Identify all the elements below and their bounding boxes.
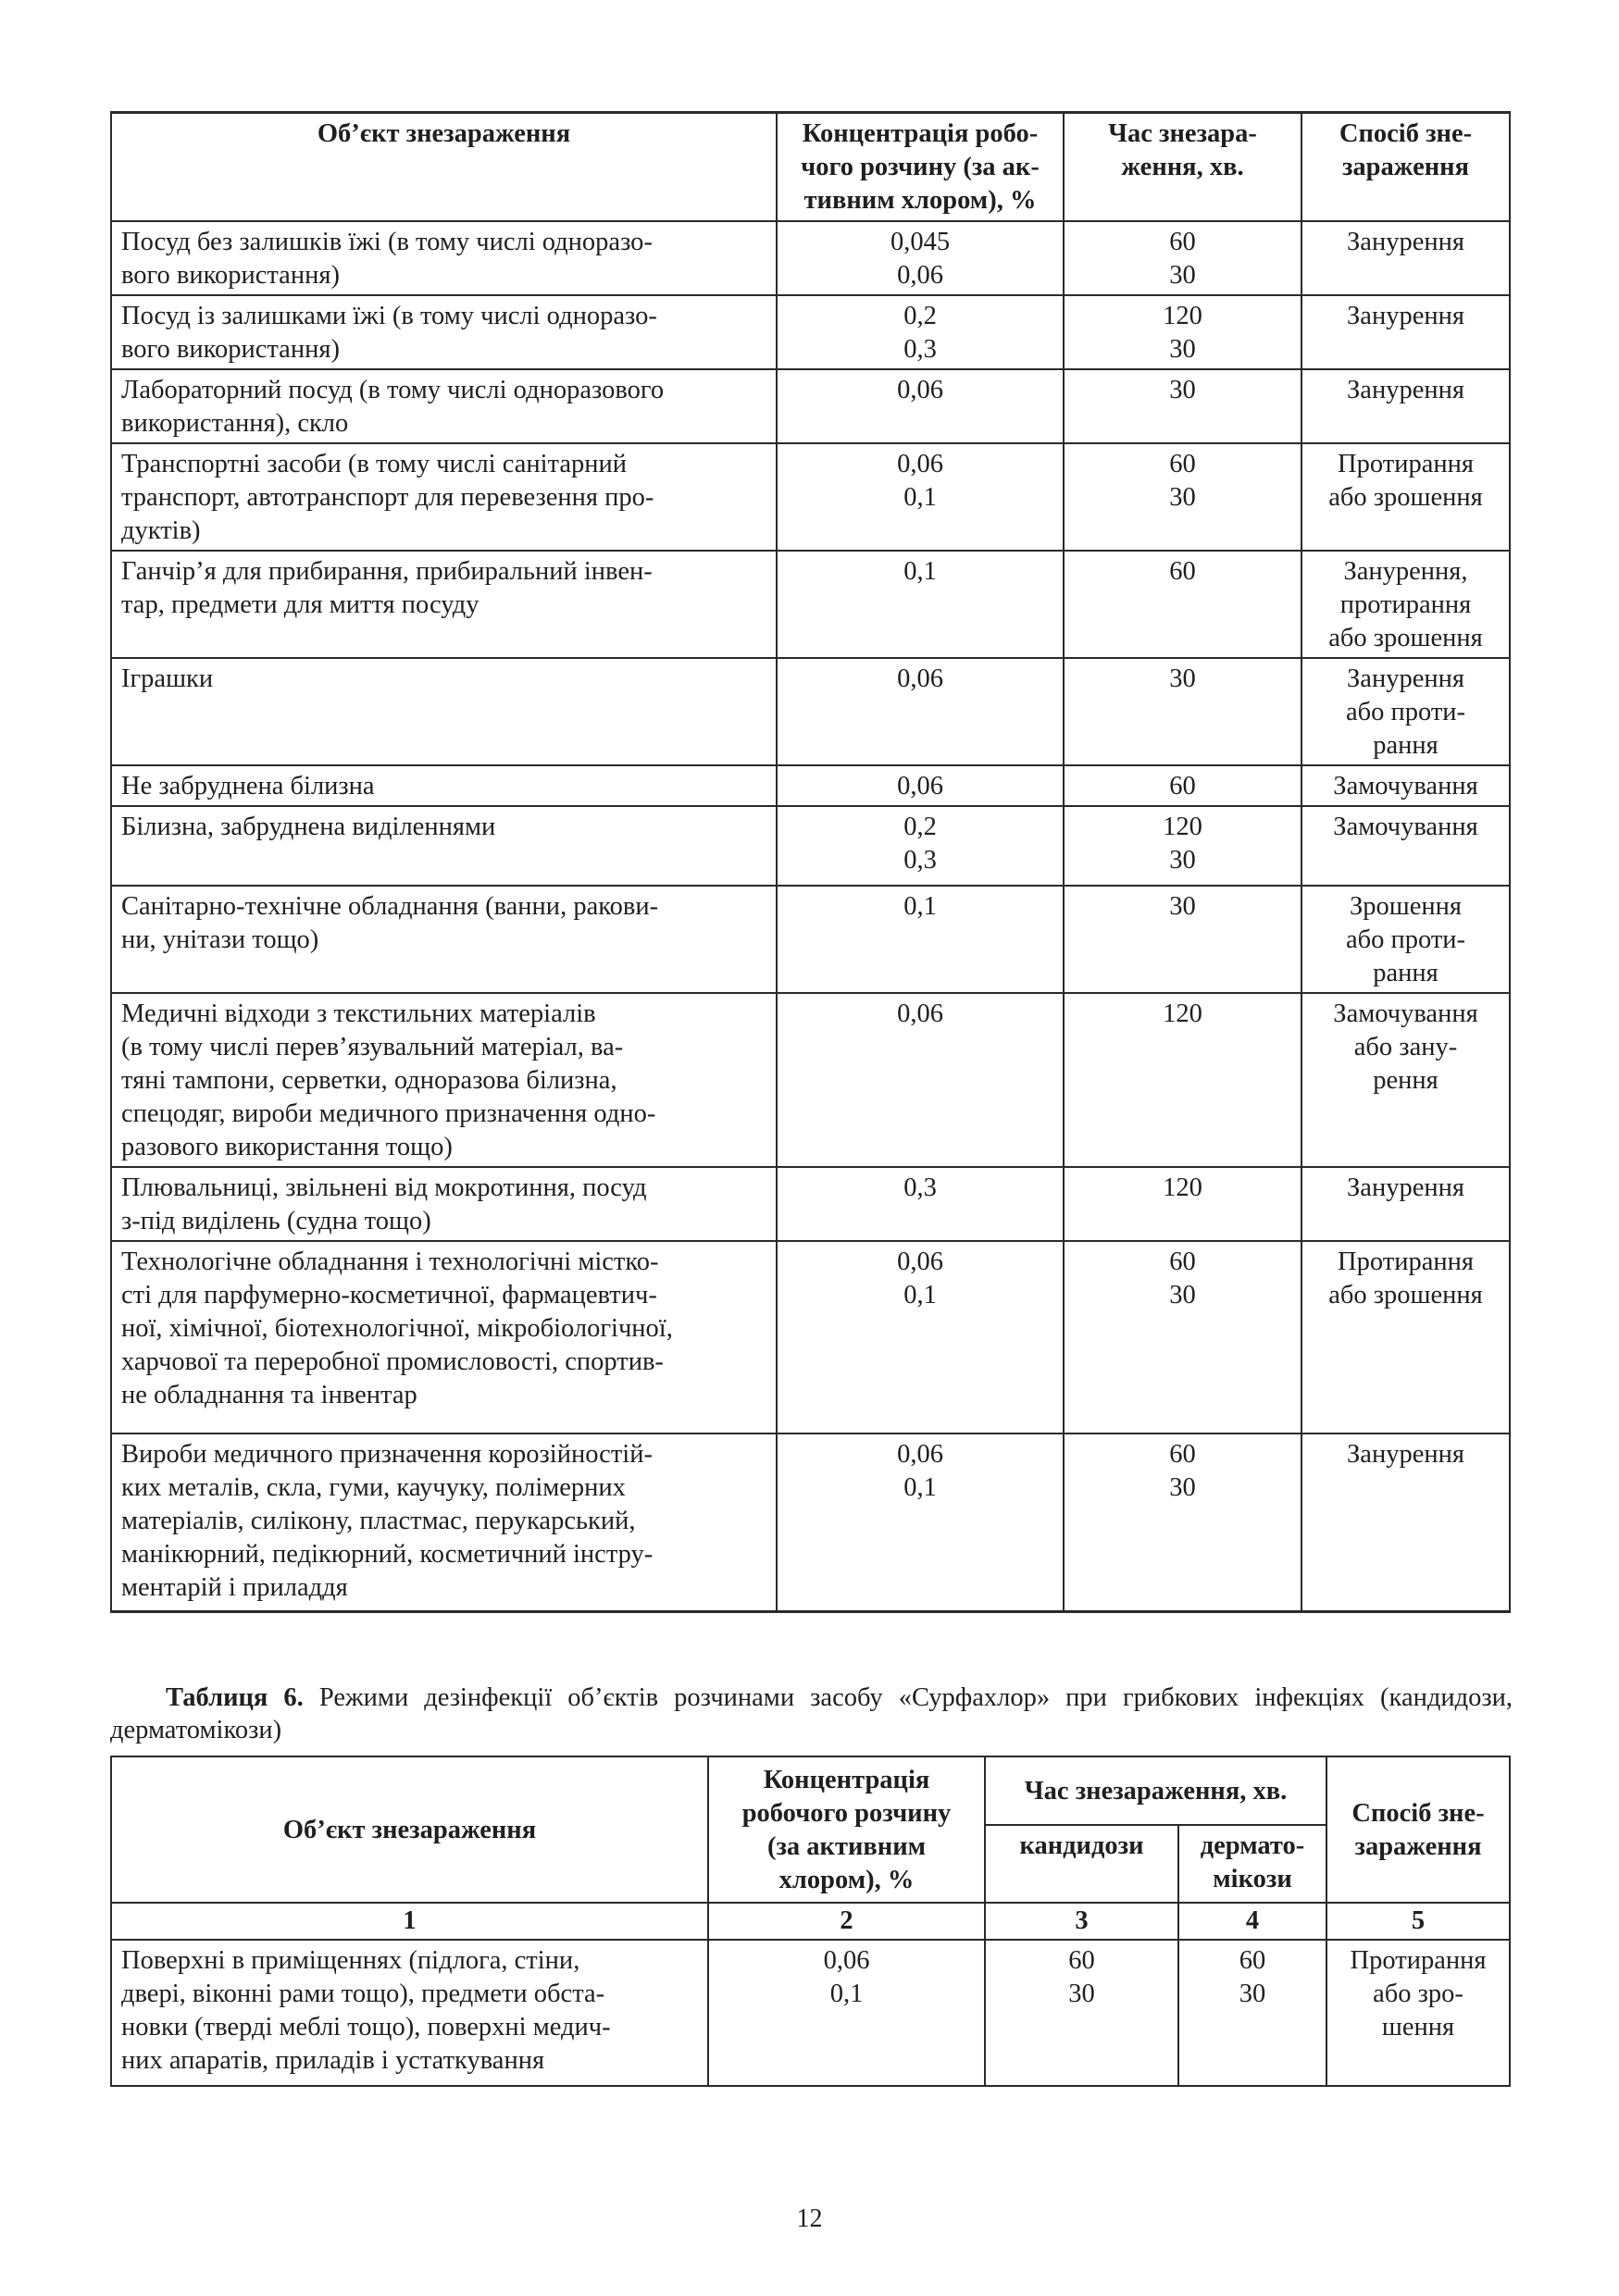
time-cell: 30 [1064,369,1301,443]
candidoses-time-cell: 60 30 [985,1940,1178,2086]
table-row [111,1940,1510,2086]
column-number: 3 [985,1903,1178,1940]
concentration-cell: 0,06 0,1 [777,443,1064,551]
disinfection-table-6 [110,1756,1511,2087]
time-cell: 120 30 [1064,295,1301,369]
disinfection-table-5 [110,111,1511,1613]
method-cell: Замочування [1301,806,1510,886]
header-candidoses: кандидози [985,1825,1178,1903]
method-cell: Замочування або зану- рення [1301,993,1510,1167]
table-6-caption-label: Таблиця 6. [166,1683,304,1712]
table-row [111,221,1510,295]
object-cell: Іграшки [111,658,777,765]
table-6-caption-text: Режими дезінфекції об’єктів розчинами засобу «Сурфахлор» при грибкових інфекціях (кандидози, дерматомікози) [110,1683,1513,1744]
object-cell: Посуд без залишків їжі (в тому числі одноразо- вого використання) [111,221,777,295]
object-cell: Поверхні в приміщеннях (підлога, стіни, двері, віконні рами тощо), предмети обста- новки (тверді меблі тощо), поверхні медич- них апаратів, приладів і устаткування [111,1940,708,2086]
column-number: 4 [1178,1903,1326,1940]
method-cell: Зрошення або проти- рання [1301,886,1510,993]
object-cell: Лабораторний посуд (в тому числі одноразового використання), скло [111,369,777,443]
table-row [111,551,1510,658]
header-time: Час знезараження, хв. [985,1756,1326,1825]
header-method: Спосіб зне- зараження [1301,113,1510,221]
object-cell: Технологічне обладнання і технологічні містко- сті для парфумерно-косметичної, фармацевтич- ної, хімічної, біотехнологічної, мікробіологічної, харчової та переробної промисловості, спортив- не обладнання та інвентар [111,1241,777,1433]
method-cell: Занурення, протирання або зрошення [1301,551,1510,658]
concentration-cell: 0,06 0,1 [777,1433,1064,1612]
object-cell: Медичні відходи з текстильних матеріалів (в тому числі перев’язувальний матеріал, ва- тяні тампони, серветки, одноразова білизна, спецодяг, вироби медичного призначення одно- разового використання тощо) [111,993,777,1167]
object-cell: Плювальниці, звільнені від мокротиння, посуд з-під виділень (судна тощо) [111,1167,777,1241]
time-cell: 60 30 [1064,221,1301,295]
table-row [111,806,1510,886]
object-cell: Посуд із залишками їжі (в тому числі одноразо- вого використання) [111,295,777,369]
table-header-row [111,1756,1510,1825]
time-cell: 60 30 [1064,443,1301,551]
concentration-cell: 0,1 [777,886,1064,993]
object-cell: Білизна, забруднена виділеннями [111,806,777,886]
concentration-cell: 0,06 [777,993,1064,1167]
table-row [111,993,1510,1167]
method-cell: Занурення [1301,1167,1510,1241]
method-cell: Занурення [1301,295,1510,369]
method-cell: Протирання або зрошення [1301,1241,1510,1433]
header-concentration: Концентрація робочого розчину (за активним хлором), % [708,1756,985,1903]
concentration-cell: 0,06 [777,369,1064,443]
time-cell: 120 [1064,993,1301,1167]
table-6-caption [110,1682,1513,1746]
header-object: Об’єкт знезараження [111,1756,708,1903]
object-cell: Санітарно-технічне обладнання (ванни, ракови- ни, унітази тощо) [111,886,777,993]
time-cell: 30 [1064,886,1301,993]
concentration-cell: 0,2 0,3 [777,806,1064,886]
table-row [111,1167,1510,1241]
dermatomycoses-time-cell: 60 30 [1178,1940,1326,2086]
table-row [111,369,1510,443]
concentration-cell: 0,045 0,06 [777,221,1064,295]
table-row [111,1433,1510,1612]
time-cell: 60 [1064,765,1301,806]
column-numbers-row [111,1903,1510,1940]
method-cell: Замочування [1301,765,1510,806]
table-row [111,443,1510,551]
table-row [111,658,1510,765]
object-cell: Вироби медичного призначення корозійностій- ких металів, скла, гуми, каучуку, полімерних матеріалів, силікону, пластмас, перукарський, манікюрний, педікюрний, косметичний інстру- ментарій і приладдя [111,1433,777,1612]
object-cell: Ганчір’я для прибирання, прибиральний інвен- тар, предмети для миття посуду [111,551,777,658]
method-cell: Занурення [1301,369,1510,443]
concentration-cell: 0,06 0,1 [777,1241,1064,1433]
table-row [111,765,1510,806]
table-header-row [111,113,1510,221]
column-number: 1 [111,1903,708,1940]
concentration-cell: 0,06 [777,765,1064,806]
concentration-cell: 0,2 0,3 [777,295,1064,369]
column-number: 5 [1326,1903,1510,1940]
concentration-cell: 0,1 [777,551,1064,658]
time-cell: 120 [1064,1167,1301,1241]
method-cell: Занурення або проти- рання [1301,658,1510,765]
header-method: Спосіб зне- зараження [1326,1756,1510,1903]
object-cell: Транспортні засоби (в тому числі санітарний транспорт, автотранспорт для перевезення про- дуктів) [111,443,777,551]
table-6-body [111,1940,1510,2086]
time-cell: 60 30 [1064,1433,1301,1612]
table-5-body [111,221,1510,1612]
table-row [111,886,1510,993]
method-cell: Протирання або зрошення [1301,443,1510,551]
concentration-cell: 0,3 [777,1167,1064,1241]
table-row [111,1241,1510,1433]
method-cell: Занурення [1301,221,1510,295]
method-cell: Протирання або зро- шення [1326,1940,1510,2086]
concentration-cell: 0,06 [777,658,1064,765]
header-dermatomycoses: дермато- мікози [1178,1825,1326,1903]
header-concentration: Концентрація робо- чого розчину (за ак- тивним хлором), % [777,113,1064,221]
time-cell: 60 30 [1064,1241,1301,1433]
concentration-cell: 0,06 0,1 [708,1940,985,2086]
time-cell: 30 [1064,658,1301,765]
object-cell: Не забруднена білизна [111,765,777,806]
header-time: Час знезара- ження, хв. [1064,113,1301,221]
header-object: Об’єкт знезараження [111,113,777,221]
method-cell: Занурення [1301,1433,1510,1612]
page-number: 12 [796,2204,823,2233]
table-row [111,295,1510,369]
time-cell: 120 30 [1064,806,1301,886]
column-number: 2 [708,1903,985,1940]
time-cell: 60 [1064,551,1301,658]
